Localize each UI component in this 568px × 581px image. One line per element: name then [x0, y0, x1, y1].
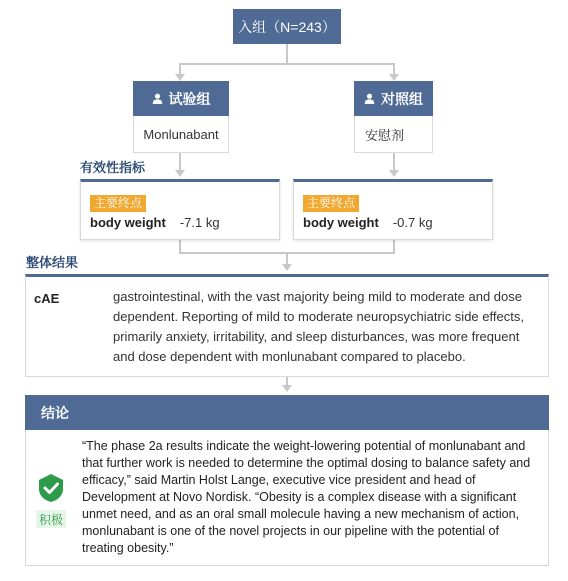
- overall-results-box: [25, 274, 549, 377]
- user-icon: [152, 93, 163, 104]
- drug-name: 安慰剂: [365, 127, 405, 143]
- arrow-overall: [282, 264, 292, 271]
- conclusion-title: 结论: [41, 404, 69, 421]
- group-name: 试验组: [168, 90, 211, 107]
- enrollment-label: 入组（N=243）: [238, 18, 336, 35]
- group-drug-control: [354, 116, 433, 153]
- connector-left-to-endpoint: [179, 152, 181, 172]
- enrollment-box: [233, 9, 341, 44]
- efficacy-title: 有效性指标: [80, 160, 146, 175]
- arrow-left-group: [175, 74, 185, 81]
- endpoint-metric: body weight: [90, 215, 166, 230]
- connector-enroll-down: [286, 44, 288, 64]
- group-header-control: [354, 81, 433, 116]
- group-drug-trial: [133, 116, 229, 153]
- primary-endpoint-badge: 主要终点: [90, 195, 146, 212]
- overall-text: gastrointestinal, with the vast majority being mild to moderate and dose dependent. Reporting of mild to moderate neuropsychiatric side effects, primarily anxiety, irritability, and sleep disturbances, was more frequent and dose dependent with monlunabant compared to placebo.: [113, 289, 524, 364]
- arrow-right-endpoint: [389, 170, 399, 177]
- connector-split-horizontal: [180, 63, 395, 65]
- conclusion-body: [25, 430, 549, 566]
- check-shield-icon: [37, 473, 65, 503]
- conclusion-text: “The phase 2a results indicate the weight-lowering potential of monlunabant and that further work is needed to determine the optimal dosing to balance safety and efficacy,” said Martin Holst Lange, executive vice president and head of Development at Novo Nordisk. “Obesity is a complex disease with a significant unmet need, and as an oral small molecule having a new mechanism of action, monlunabant is one of the novel projects in our pipeline with the potential of treating obesity.”: [82, 439, 531, 555]
- conclusion-header: [25, 395, 549, 430]
- positive-rating-label: 积极: [36, 510, 66, 528]
- endpoint-card-control: [293, 179, 493, 240]
- arrow-left-endpoint: [175, 170, 185, 177]
- overall-label: cAE: [34, 291, 60, 306]
- endpoint-value: -0.7 kg: [392, 215, 433, 230]
- endpoint-metric: body weight: [303, 215, 379, 230]
- endpoint-row: [90, 215, 279, 230]
- overall-title: 整体结果: [26, 255, 79, 270]
- connector-right-to-endpoint: [393, 152, 395, 172]
- endpoint-value: -7.1 kg: [179, 215, 220, 230]
- endpoint-card-trial: [80, 179, 280, 240]
- endpoint-row: [303, 215, 492, 230]
- group-name: 对照组: [381, 90, 423, 107]
- arrow-right-group: [389, 74, 399, 81]
- arrow-conclusion: [282, 385, 292, 392]
- drug-name: Monlunabant: [143, 126, 219, 142]
- group-header-trial: [133, 81, 229, 116]
- user-icon: [364, 93, 375, 104]
- primary-endpoint-badge: 主要终点: [303, 195, 359, 212]
